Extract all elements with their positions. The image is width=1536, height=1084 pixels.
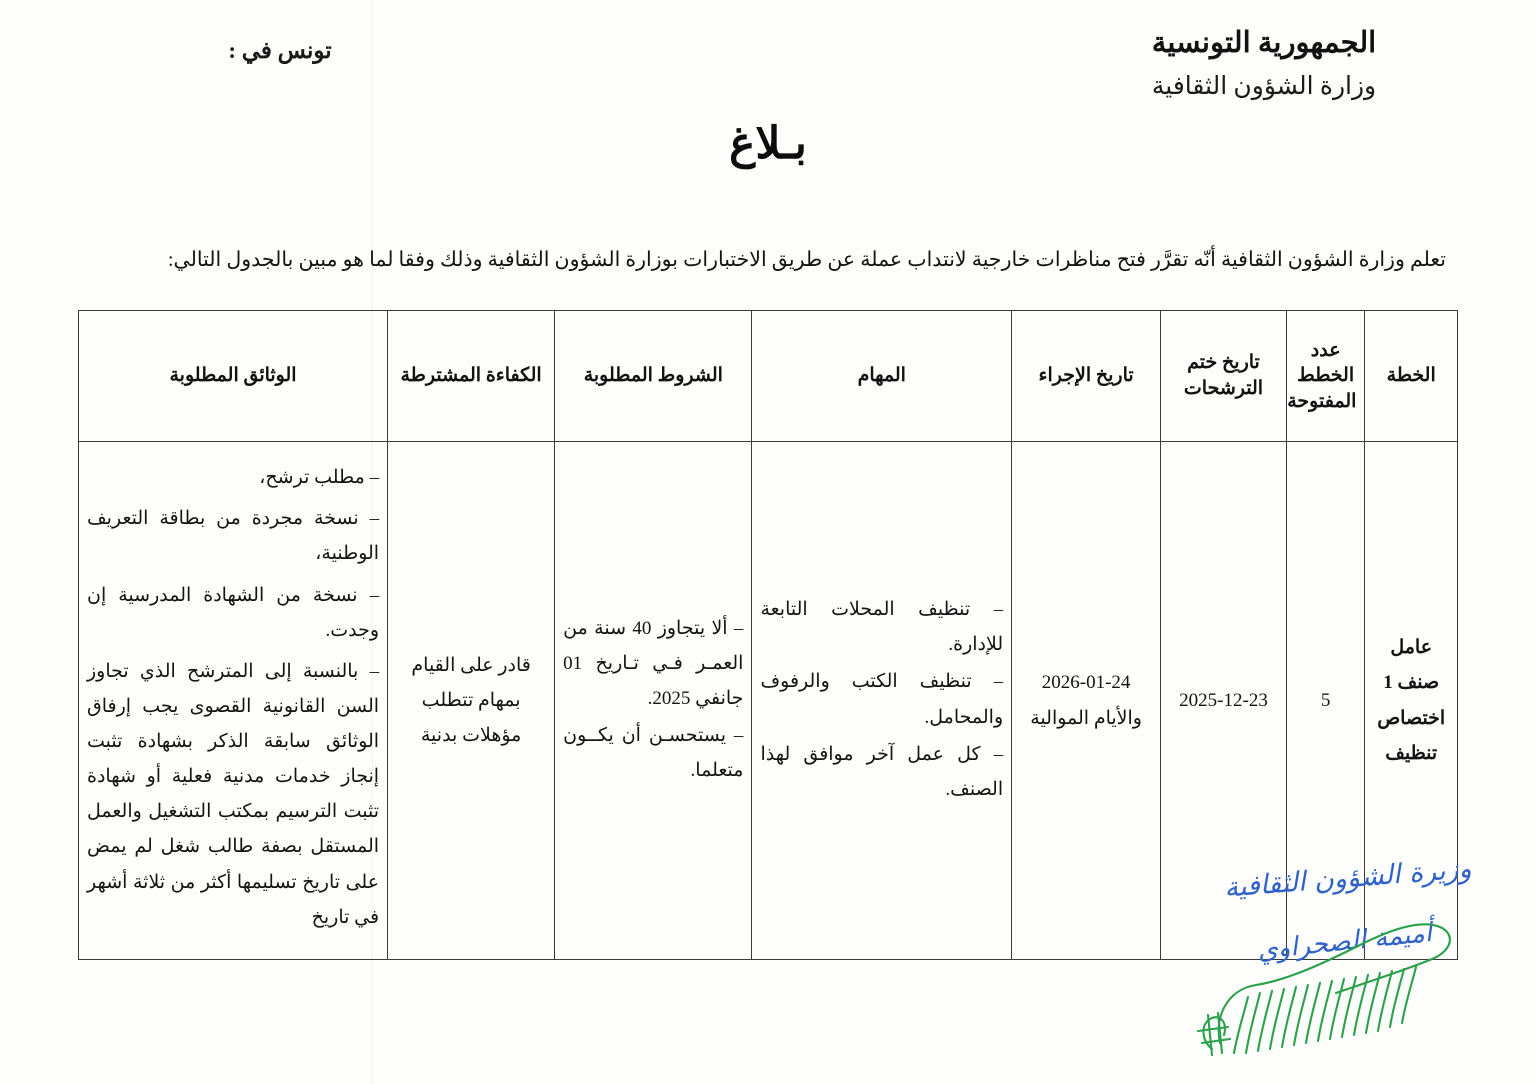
header-closing-date: تاريخ ختم الترشحات bbox=[1161, 311, 1287, 442]
cell-plan: عامل صنف 1 اختصاص تنظيف bbox=[1365, 442, 1458, 960]
table-header-row bbox=[79, 311, 1458, 442]
procedure-date-note: والأيام الموالية bbox=[1030, 707, 1142, 729]
document-item: – مطلب ترشح، bbox=[259, 467, 380, 489]
table-row bbox=[79, 442, 1458, 960]
document-item: – نسخة مجردة من بطاقة التعريف الوطنية، bbox=[87, 508, 380, 565]
header-conditions: الشروط المطلوبة bbox=[555, 311, 752, 442]
document-header bbox=[1054, 22, 1474, 105]
task-item: – تنظيف المحلات التابعة للإدارة. bbox=[760, 599, 1004, 656]
notice-table-wrapper bbox=[78, 310, 1458, 960]
cell-conditions bbox=[555, 442, 752, 960]
document-item: – نسخة من الشهادة المدرسية إن وجدت. bbox=[87, 584, 380, 641]
header-tasks: المهام bbox=[752, 311, 1012, 442]
condition-item: – ألا يتجاوز 40 سنة من العمـر فـي تـاريخ 01 جانفي 2025. bbox=[563, 617, 744, 709]
country-name: الجمهورية التونسية bbox=[1151, 27, 1377, 59]
cell-closing-date: 2025-12-23 bbox=[1161, 442, 1287, 960]
task-item: – تنظيف الكتب والرفوف والمحامل. bbox=[760, 671, 1004, 728]
ministry-name: وزارة الشؤون الثقافية bbox=[1151, 72, 1377, 100]
signature-title: وزيرة الشؤون الثقافية bbox=[1223, 853, 1473, 904]
header-competence: الكفاءة المشترطة bbox=[388, 311, 555, 442]
page-title: بـلاغ bbox=[729, 119, 807, 168]
intro-paragraph: تعلم وزارة الشؤون الثقافية أنّه تقرَّر فتح مناظرات خارجية لانتداب عملة عن طريق الاختبارات بوزارة الشؤون الثقافية وذلك وفقا لما هو مبين بالجدول التالي: bbox=[167, 249, 1446, 271]
cell-documents bbox=[79, 442, 388, 960]
document-item: – بالنسبة إلى المترشح الذي تجاوز السن القانونية القصوى يجب إرفاق الوثائق سابقة الذكر بشهادة تثبت إنجاز خدمات مدنية فعلية أو شهادة تثبت الترسيم بمكتب التشغيل والعمل المستقل بصفة طالب شغل لم يمض على تاريخ تسليمها أكثر من ثلاثة أشهر في تاريخ bbox=[87, 660, 380, 928]
notice-table bbox=[78, 310, 1458, 960]
condition-item: – يستحسـن أن يكــون متعلما. bbox=[563, 725, 744, 782]
signature-name: أميمة الصحراوي bbox=[1255, 917, 1434, 967]
place-date-line: تونس في : bbox=[228, 38, 332, 63]
header-plan: الخطة bbox=[1365, 311, 1458, 442]
header-procedure-date: تاريخ الإجراء bbox=[1012, 311, 1161, 442]
cell-open-positions: 5 bbox=[1286, 442, 1365, 960]
cell-competence: قادر على القيام بمهام تتطلب مؤهلات بدنية bbox=[388, 442, 555, 960]
header-open-positions: عدد الخطط المفتوحة bbox=[1286, 311, 1365, 442]
cell-tasks bbox=[752, 442, 1012, 960]
header-documents: الوثائق المطلوبة bbox=[79, 311, 388, 442]
procedure-date-value: 2026-01-24 bbox=[1041, 672, 1131, 694]
cell-procedure-date bbox=[1012, 442, 1161, 960]
task-item: – كل عمل آخر موافق لهذا الصنف. bbox=[760, 743, 1004, 800]
